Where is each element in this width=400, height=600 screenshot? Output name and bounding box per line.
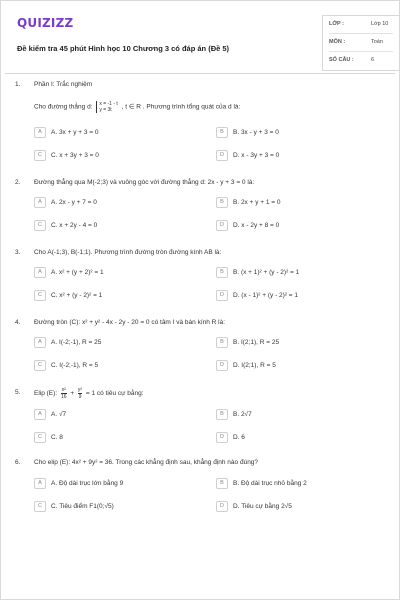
- question-number: 1.: [15, 81, 21, 88]
- option-text: D. 6: [233, 434, 245, 441]
- meta-label: SỐ CÂU :: [329, 57, 354, 63]
- option-text: D. (x - 1)² + (y - 2)² = 1: [233, 292, 299, 299]
- option-text: C. Tiêu điểm F1(0;√5): [51, 503, 114, 510]
- option-c[interactable]: [34, 360, 98, 371]
- question-number: 2.: [15, 179, 21, 186]
- option-letter-box: D: [216, 150, 228, 161]
- option-a[interactable]: [34, 409, 66, 420]
- question-text: Đường tròn (C): x² + y² - 4x - 2y - 20 = 0 có tâm I và bán kính R là:: [34, 319, 226, 326]
- fraction-denominator: 16: [60, 394, 67, 400]
- option-text: B. I(2;1), R = 25: [233, 339, 280, 346]
- question-number: 6.: [15, 459, 21, 466]
- option-text: B. (x + 1)² + (y - 2)² = 1: [233, 269, 300, 276]
- option-text: C. x² + (y - 2)² = 1: [51, 292, 103, 299]
- option-text: A. 2x - y + 7 = 0: [51, 199, 97, 206]
- option-c[interactable]: [34, 501, 114, 512]
- option-text: D. x - 2y + 8 = 0: [233, 222, 280, 229]
- subtext-end: , t ∈ R . Phương trình tổng quát của d là:: [121, 103, 241, 111]
- option-letter-box: D: [216, 432, 228, 443]
- plus-sign: +: [70, 390, 75, 398]
- option-a[interactable]: [34, 197, 97, 208]
- option-text: B. 2x + y + 1 = 0: [233, 199, 281, 206]
- option-letter-box: B: [216, 337, 228, 348]
- option-letter-box: C: [34, 432, 46, 443]
- option-b[interactable]: [216, 197, 281, 208]
- subtext-start: Cho đường thẳng d:: [34, 103, 93, 111]
- option-text: D. Tiêu cự bằng 2√5: [233, 503, 292, 510]
- option-d[interactable]: [216, 220, 279, 231]
- meta-row-subject: [329, 34, 393, 52]
- fraction-y: [78, 387, 82, 400]
- option-letter-box: B: [216, 478, 228, 489]
- option-b[interactable]: [216, 267, 299, 278]
- option-letter-box: C: [34, 501, 46, 512]
- option-d[interactable]: [216, 432, 245, 443]
- option-letter-box: D: [216, 220, 228, 231]
- option-c[interactable]: [34, 290, 102, 301]
- equation-system: [96, 101, 117, 113]
- option-a[interactable]: [34, 267, 104, 278]
- option-text: A. x² + (y + 2)² = 1: [51, 269, 104, 276]
- option-letter-box: A: [34, 409, 46, 420]
- meta-row-question-count: [329, 52, 393, 69]
- option-letter-box: A: [34, 267, 46, 278]
- option-letter-box: B: [216, 127, 228, 138]
- option-text: A. 3x + y + 3 = 0: [51, 129, 99, 136]
- option-a[interactable]: [34, 127, 99, 138]
- option-letter-box: B: [216, 197, 228, 208]
- question-text-start: Elip (E):: [34, 390, 58, 398]
- option-text: B. Độ dài trục nhỏ bằng 2: [233, 480, 307, 487]
- option-b[interactable]: [216, 337, 279, 348]
- option-text: C. x + 2y - 4 = 0: [51, 222, 98, 229]
- option-c[interactable]: [34, 150, 99, 161]
- option-d[interactable]: [216, 501, 292, 512]
- fraction-x: [61, 387, 67, 400]
- option-b[interactable]: [216, 127, 279, 138]
- option-letter-box: C: [34, 360, 46, 371]
- option-letter-box: D: [216, 501, 228, 512]
- question-number: 4.: [15, 319, 21, 326]
- meta-value: Toán: [371, 39, 383, 45]
- option-b[interactable]: [216, 409, 252, 420]
- option-text: C. 8: [51, 434, 63, 441]
- option-d[interactable]: [216, 290, 298, 301]
- worksheet-title: Đề kiểm tra 45 phút Hình học 10 Chương 3 có đáp án (Đề 5): [17, 44, 230, 53]
- option-letter-box: C: [34, 150, 46, 161]
- option-letter-box: D: [216, 290, 228, 301]
- option-text: D. I(2;1), R = 5: [233, 362, 276, 369]
- option-text: C. x + 3y + 3 = 0: [51, 152, 99, 159]
- option-letter-box: A: [34, 337, 46, 348]
- option-c[interactable]: [34, 432, 63, 443]
- meta-row-grade: [329, 16, 393, 34]
- fraction-denominator: 9: [78, 394, 82, 400]
- option-a[interactable]: [34, 337, 101, 348]
- system-line-1: x = -1 - t: [99, 101, 118, 107]
- question-number: 3.: [15, 249, 21, 256]
- meta-label: LỚP :: [329, 21, 344, 27]
- system-line-2: y = 3t: [99, 107, 112, 113]
- worksheet-meta-box: [322, 15, 400, 71]
- option-d[interactable]: [216, 360, 276, 371]
- fraction-numerator: x²: [61, 387, 66, 393]
- meta-label: MÔN :: [329, 39, 346, 45]
- question-text-end: = 1 có tiêu cự bằng:: [85, 390, 144, 398]
- question-text: Cho elip (E): 4x² + 9y² = 36. Trong các khẳng định sau, khẳng định nào đúng?: [34, 459, 259, 466]
- option-b[interactable]: [216, 478, 307, 489]
- question-text: Phần I: Trắc nghiệm: [34, 81, 93, 88]
- option-d[interactable]: [216, 150, 279, 161]
- option-text: A. I(-2;-1), R = 25: [51, 339, 102, 346]
- option-text: B. 3x - y + 3 = 0: [233, 129, 279, 136]
- question-text: Đường thẳng qua M(-2;3) và vuông góc với đường thẳng d: 2x - y + 3 = 0 là:: [34, 179, 255, 186]
- header-divider: [5, 73, 395, 74]
- option-letter-box: B: [216, 267, 228, 278]
- option-letter-box: B: [216, 409, 228, 420]
- option-c[interactable]: [34, 220, 97, 231]
- quizizz-logo: QUIZIZZ: [17, 16, 74, 30]
- option-letter-box: A: [34, 197, 46, 208]
- worksheet-header: [15, 13, 393, 73]
- option-text: A. √7: [51, 411, 67, 418]
- option-letter-box: A: [34, 478, 46, 489]
- option-a[interactable]: [34, 478, 123, 489]
- meta-value: Lớp 10: [371, 21, 389, 27]
- question-number: 5.: [15, 389, 21, 396]
- question-text: Cho A(-1;3), B(-1;1). Phương trình đường tròn đường kính AB là:: [34, 249, 222, 256]
- option-text: C. I(-2;-1), R = 5: [51, 362, 99, 369]
- option-letter-box: A: [34, 127, 46, 138]
- option-letter-box: D: [216, 360, 228, 371]
- option-letter-box: C: [34, 290, 46, 301]
- meta-value: 6: [371, 57, 375, 63]
- question-subtext: [34, 101, 240, 113]
- option-text: B. 2√7: [233, 411, 252, 418]
- question-text: [34, 387, 144, 400]
- fraction-numerator: y²: [77, 387, 83, 393]
- option-text: D. x - 3y + 3 = 0: [233, 152, 280, 159]
- option-text: A. Độ dài trục lớn bằng 9: [51, 480, 124, 487]
- option-letter-box: C: [34, 220, 46, 231]
